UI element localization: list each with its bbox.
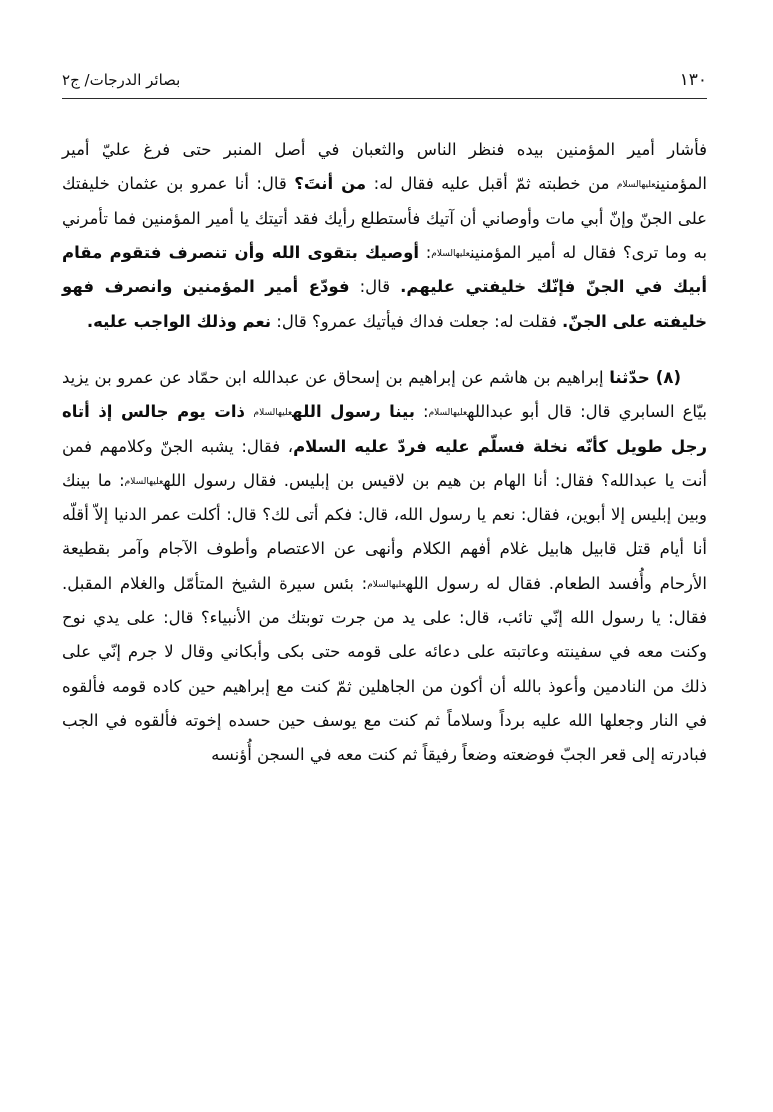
body-text: : (414, 402, 429, 422)
body-text: من خطبته ثمّ أقبل عليه فقال له: (366, 174, 617, 194)
honorific-symbol: عليه‍السلام (253, 408, 293, 419)
body-text: إبراهيم بن هاشم عن إبراهيم بن إسحاق عن عبدالله ابن حمّاد عن عمرو بن يزيد بيّاع السابري قال: قال أبو عبدالله (62, 367, 708, 422)
honorific-symbol: عليه‍السلام (431, 248, 470, 259)
page-number: ١٣٠ (679, 70, 707, 90)
body-text: ، فقال: يشبه الجنّ وكلامهم فمن أنت يا عبدالله؟ فقال: أنا الهام بن هيم بن لاقيس بن إبليس. فقال رسول الله (62, 436, 707, 490)
book-title: بصائر الدرجات/ ج٢ (62, 71, 181, 89)
body-text: : بئس سيرة الشيخ المتأمّل والغلام المقبل. فقال: يا رسول الله إنّي تائب، قال: على يد من جرت توبتك من الأنبياء؟ قال: على يدي نوح وكنت معه في سفينته وعاتبته على دعائه على قومه حتى بكى وأبكاني وقال لا جرم إنّي على ذلك من النادمين وأعوذ بالله أن أكون من الجاهلين ثمّ كنت مع إبراهيم حين كاده قومه فألقوه في النار وجعلها الله عليه برداً وسلاماً ثم كنت مع يوسف حين حسده إخوته فألقوه في الجب فبادرته إلى قعر الجبّ فوضعته وضعاً رفيقاً ثم كنت معه في السجن أُؤنسه (62, 573, 707, 765)
honorific-symbol: عليه‍السلام (367, 579, 406, 590)
page-body (62, 133, 707, 773)
emphasis-text: أوصيك بتقوى الله وأن تنصرف فتقوم مقام أبيك في الجنّ فإنّك خليفتي عليهم. (62, 242, 707, 297)
body-text: قال: أنا عمرو بن عثمان خليفتك على الجنّ وإنّ أبي مات وأوصاني أن آتيك فأستطلع رأيك فقد أتيتك يا أمير المؤمنين فما تأمرني به وما ترى؟ فقال له أمير المؤمنين (62, 174, 707, 262)
body-text: قال: (349, 277, 401, 297)
emphasis-text: بينا رسول الله (292, 402, 415, 422)
body-text: : (419, 242, 432, 262)
para-2 (62, 361, 707, 773)
honorific-symbol: عليه‍السلام (124, 476, 164, 487)
emphasis-text: من أنتَ؟ (294, 174, 367, 194)
header-divider (62, 98, 707, 99)
emphasis-text: نعم وذلك الواجب عليه. (86, 311, 272, 331)
body-text: : ما بينك وبين إبليس إلا أبوين، فقال: نعم يا رسول الله، قال: فكم أتى لك؟ قال: أكلت عمر الدنيا إلاّ أقلّه أنا أيام قتل قابيل هابيل غلام أفهم الكلام وأنهى عن الاعتصام وأطوف الآجام وآمر بقطيعة الأرحام وأُفسد الطعام. فقال له رسول الله (62, 470, 707, 593)
emphasis-text: (٨) حدّثنا (609, 367, 681, 387)
emphasis-text: فودّع أمير المؤمنين وانصرف فهو خليفته على الجنّ. (62, 277, 707, 331)
para-1 (62, 133, 707, 339)
body-text: فأشار أمير المؤمنين بيده فنظر الناس والثعبان في أصل المنبر حتى فرغ عليّ أمير المؤمنين (62, 140, 708, 194)
honorific-symbol: عليه‍السلام (616, 180, 656, 191)
body-text: فقلت له: جعلت فداك فيأتيك عمرو؟ قال: (271, 311, 562, 331)
honorific-symbol: عليه‍السلام (428, 408, 468, 419)
emphasis-text: ذات يوم جالس إذ أتاه رجل طويل كأنّه نخلة فسلّم عليه فردّ عليه السلام (62, 402, 707, 456)
page-header (62, 70, 707, 90)
